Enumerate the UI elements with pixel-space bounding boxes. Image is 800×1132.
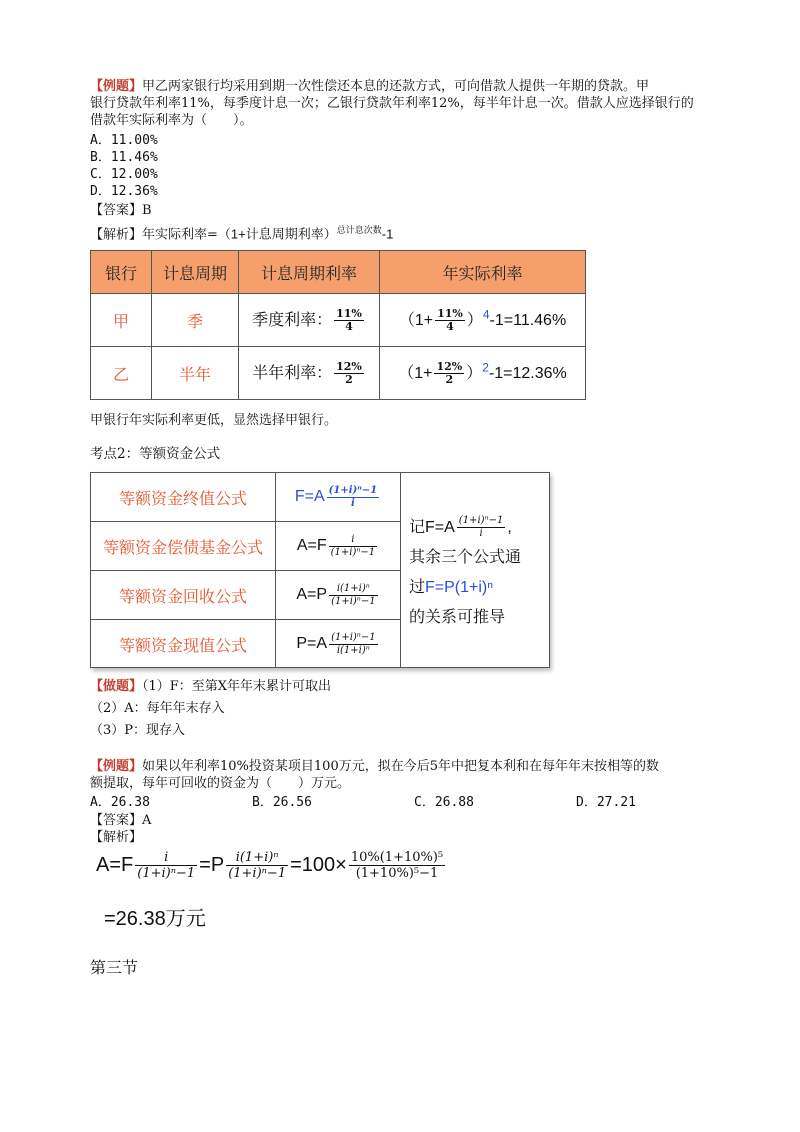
- formula-label: 等额资金终值公式: [91, 473, 276, 522]
- conclusion-text: 甲银行年实际利率更低，显然选择甲银行。: [90, 413, 338, 428]
- bank-cell: 甲: [91, 294, 152, 347]
- formula-cell: P=A $\frac{\text{(1+i)ⁿ−1}}{\text{i(1+i)ⁿ}}$: [276, 620, 401, 668]
- q2-option-d: D．27.21: [576, 795, 636, 810]
- q1-line2: 银行贷款年利率11%，每季度计息一次；乙银行贷款年利率12%，每半年计息一次。借款人应选择银行的: [90, 96, 694, 111]
- formula-label: 等额资金偿债基金公式: [91, 522, 276, 571]
- period-cell: 季: [152, 294, 239, 347]
- q1-line1: 【例题】甲乙两家银行均采用到期一次性偿还本息的还款方式，可向借款人提供一年期的贷款。甲: [90, 79, 650, 94]
- q1-option-c: C．12.00%: [90, 167, 158, 182]
- formula-note: 记F=A $\frac{\text{(1+i)ⁿ−1}}{i}$ , 其余三个公式通 过F=P(1+i)ⁿ 的关系可推导: [409, 515, 522, 626]
- q1-analysis: 【解析】年实际利率=（1+计息周期利率）$^{总计息次数}$-1: [90, 226, 394, 243]
- q1-option-b: B．11.46%: [90, 150, 158, 165]
- annual-rate-cell: （1+ $\frac{12\%}{2}$ ）$^2$-1=12.36%: [380, 347, 586, 400]
- interest-rate-table: [90, 250, 586, 400]
- q1-option-d: D．12.36%: [90, 184, 158, 199]
- q2-option-c: C．26.88: [414, 795, 474, 810]
- q2-result: =26.38万元: [104, 908, 206, 930]
- formula-label: 等额资金现值公式: [91, 620, 276, 668]
- formula-cell: A=F $\frac{i}{\text{(1+i)ⁿ−1}}$: [276, 522, 401, 571]
- header-period-rate: 计息周期利率: [239, 251, 380, 294]
- table-row: [91, 294, 586, 347]
- practice-line3: （3）P：现存入: [90, 723, 186, 738]
- q2-tag: 【例题】: [90, 759, 143, 774]
- q2-answer: 【答案】A: [90, 813, 152, 828]
- q2-formula: A=F $\frac{i}{\text{(1+i)ⁿ−1}}$ =P $\frac{\text{i(1+i)ⁿ}}{\text{(1+i)ⁿ−1}}$ =100× $\frac{\text{10\%(1+10\%)⁵}}{\text{(1+10\%)⁵−1}}$: [96, 850, 444, 881]
- q2-option-a: A．26.38: [90, 795, 150, 810]
- header-annual-rate: 年实际利率: [380, 251, 586, 294]
- q2-option-b: B．26.56: [252, 795, 312, 810]
- table-header-row: [91, 251, 586, 294]
- q2-analysis: 【解析】: [90, 830, 143, 845]
- q2-line2: 额提取，每年可回收的资金为（ ）万元。: [90, 776, 351, 791]
- q1-line3: 借款年实际利率为（ ）。: [90, 113, 253, 128]
- practice-line1: 【做题】（1）F：至第X年年末累计可取出: [90, 679, 332, 694]
- formula-cell: A=P $\frac{\text{i(1+i)ⁿ}}{\text{(1+i)ⁿ−1}}$: [276, 571, 401, 620]
- formula-cell: F=A $\frac{\text{(1+i)ⁿ−1}}{i}$: [276, 473, 401, 522]
- formula-label: 等额资金回收公式: [91, 571, 276, 620]
- period-cell: 半年: [152, 347, 239, 400]
- practice-line2: （2）A：每年年末存入: [90, 701, 225, 716]
- section-title: 第三节: [90, 958, 139, 977]
- header-bank: 银行: [91, 251, 152, 294]
- header-period: 计息周期: [152, 251, 239, 294]
- bank-cell: 乙: [91, 347, 152, 400]
- annual-rate-cell: （1+ $\frac{11\%}{4}$ ）$^4$-1=11.46%: [380, 294, 586, 347]
- key-point-2: 考点2：等额资金公式: [90, 446, 221, 462]
- period-rate-cell: 半年利率： $\frac{12\%}{2}$: [239, 347, 380, 400]
- q1-option-a: A．11.00%: [90, 133, 158, 148]
- q2-line1: 【例题】如果以年利率10%投资某项目100万元，拟在今后5年中把复本利和在每年年末按相等的数: [90, 759, 659, 774]
- q1-answer: 【答案】B: [90, 203, 152, 218]
- practice-tag: 【做题】: [90, 679, 143, 694]
- q1-tag: 【例题】: [90, 79, 143, 94]
- table-row: [91, 347, 586, 400]
- annuity-formula-table: [90, 472, 550, 668]
- period-rate-cell: 季度利率： $\frac{11\%}{4}$: [239, 294, 380, 347]
